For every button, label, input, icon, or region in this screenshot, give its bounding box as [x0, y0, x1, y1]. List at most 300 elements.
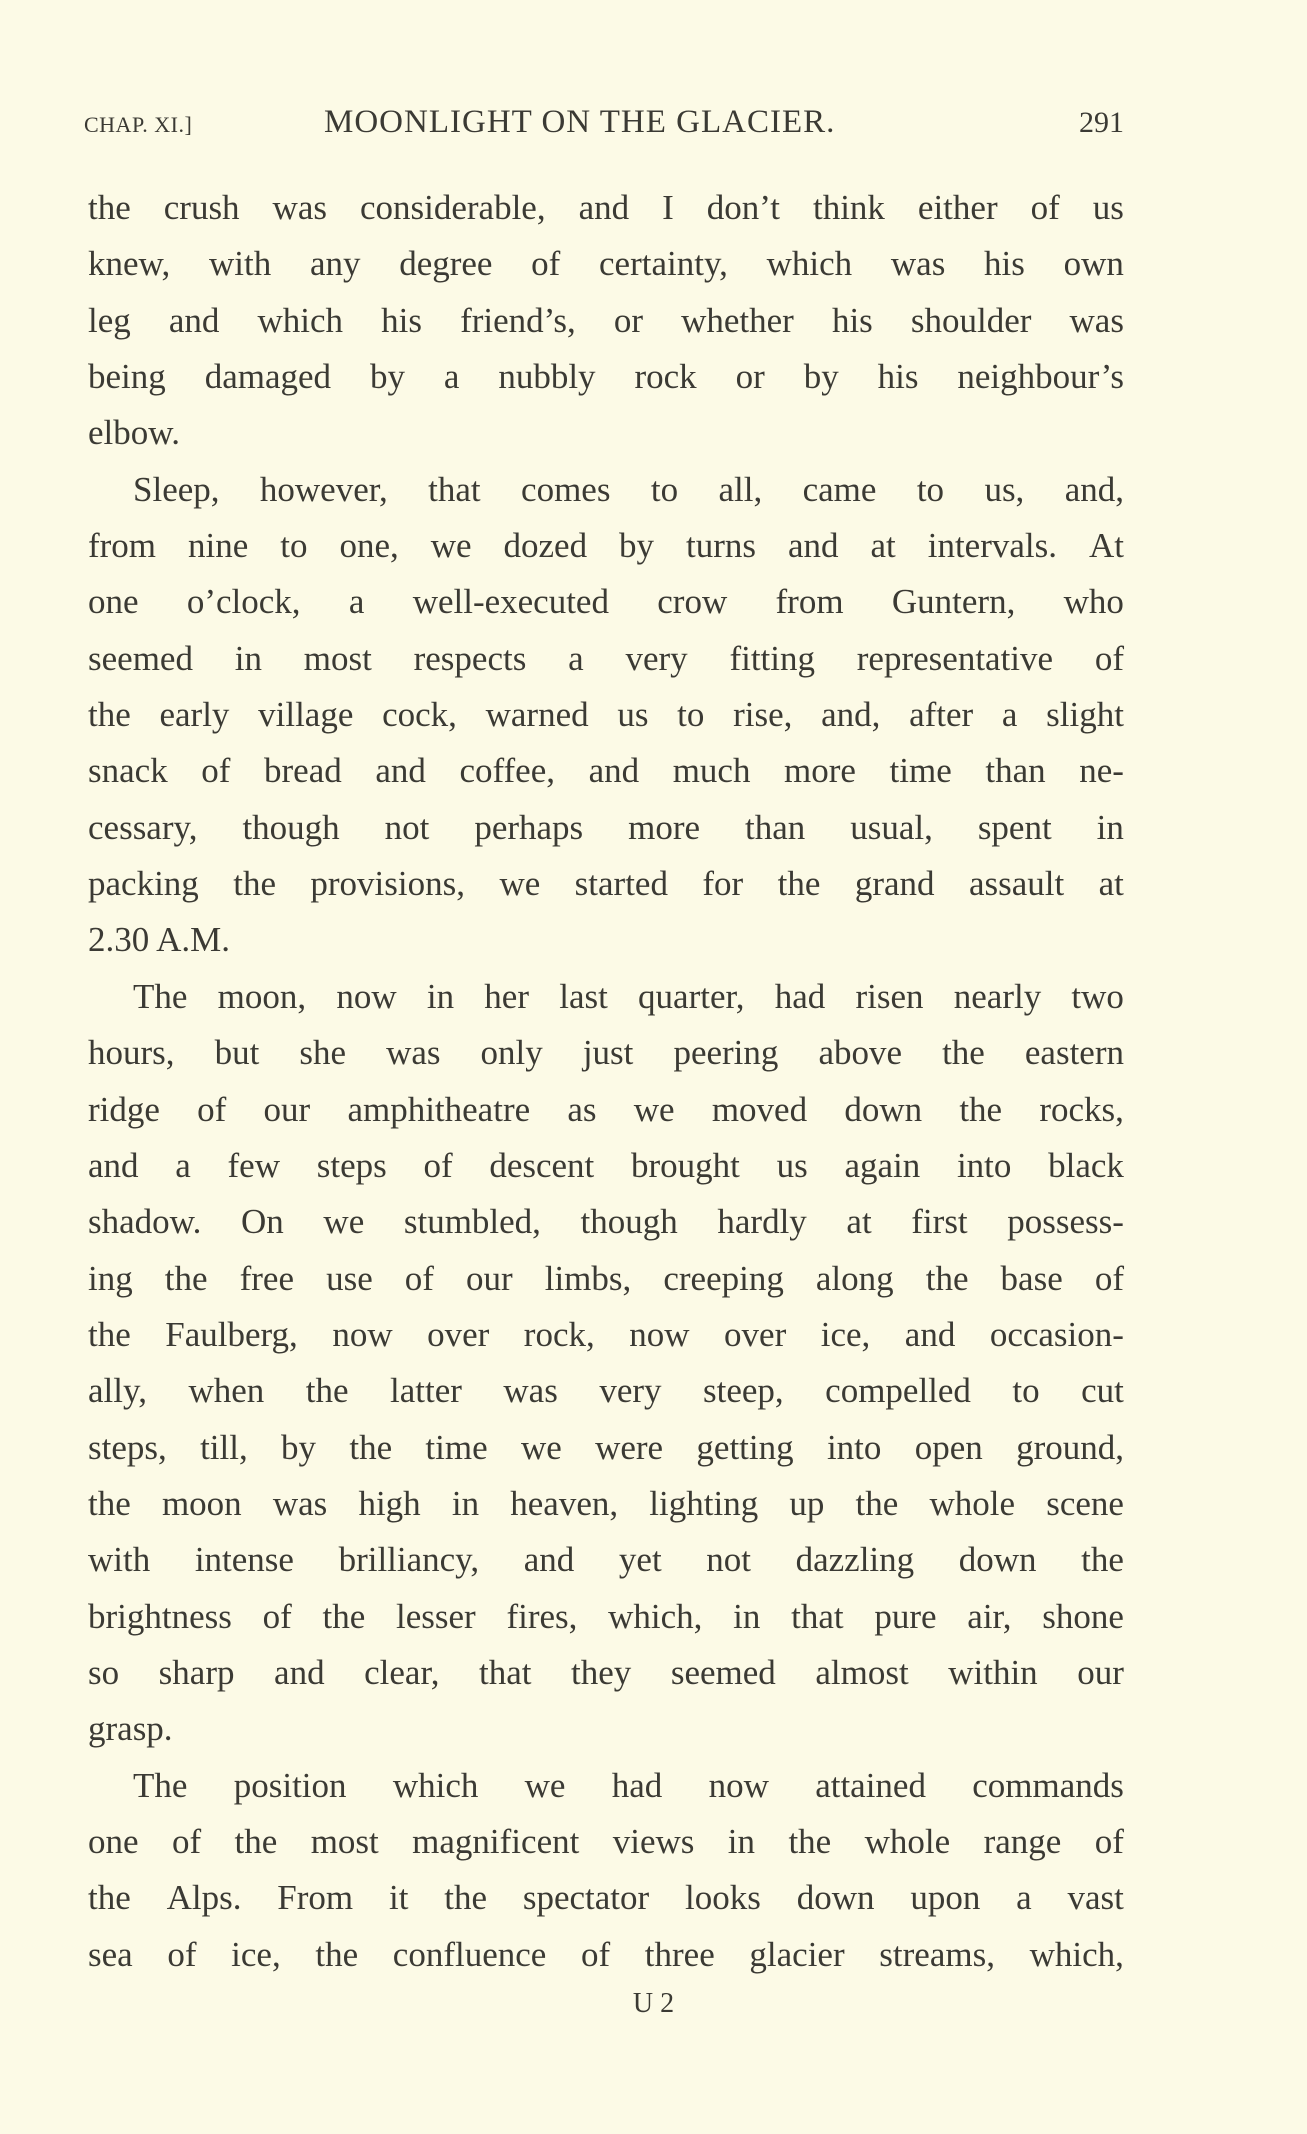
word: now — [336, 976, 397, 1016]
word: we — [499, 864, 541, 904]
word: intense — [194, 1540, 294, 1580]
word: which — [257, 300, 344, 340]
word: of — [201, 751, 231, 791]
word: our — [466, 1258, 513, 1298]
text-line — [88, 236, 1124, 292]
word: intervals. — [927, 526, 1058, 566]
word: into — [826, 1427, 882, 1467]
word: respects — [413, 638, 527, 678]
word: seemed — [670, 1652, 776, 1692]
word: packing — [88, 864, 199, 904]
text-line — [88, 1420, 1124, 1476]
word: was — [503, 1371, 558, 1411]
text-line — [88, 1082, 1124, 1138]
word: much — [672, 751, 751, 791]
text-line — [88, 462, 1124, 518]
word: ground, — [1016, 1427, 1124, 1467]
word: were — [595, 1427, 664, 1467]
word: steps, — [88, 1427, 167, 1467]
word: ridge — [88, 1089, 160, 1129]
word: representative — [856, 638, 1054, 678]
word: was — [386, 1033, 441, 1073]
word: leg — [88, 300, 131, 340]
text-line — [88, 1251, 1124, 1307]
word: that — [428, 469, 481, 509]
word: hardly — [717, 1202, 807, 1242]
word: assault — [968, 864, 1065, 904]
word: which, — [608, 1596, 703, 1636]
word: crow — [657, 582, 728, 622]
word: last — [559, 976, 608, 1016]
word: neighbour’s — [957, 357, 1124, 397]
word: From — [277, 1878, 354, 1918]
word: of — [423, 1145, 453, 1185]
word: air, — [967, 1596, 1012, 1636]
word: to — [677, 695, 705, 735]
text-line — [88, 574, 1124, 630]
word: snack — [88, 751, 168, 791]
word: rise, — [733, 695, 793, 735]
word: by — [369, 357, 405, 397]
word: brought — [630, 1145, 740, 1185]
word: nearly — [953, 976, 1042, 1016]
word: had — [774, 976, 826, 1016]
word: the — [942, 1033, 985, 1073]
paragraph — [88, 1758, 1124, 1983]
word: his — [831, 300, 873, 340]
word: not — [706, 1540, 751, 1580]
word: shoulder — [910, 300, 1032, 340]
word: own — [1063, 244, 1124, 284]
word: position — [233, 1765, 347, 1805]
word: was — [1069, 300, 1124, 340]
word: a — [1016, 1878, 1032, 1918]
word: few — [227, 1145, 280, 1185]
word: fires, — [506, 1596, 578, 1636]
word: for — [702, 864, 744, 904]
word: very — [599, 1371, 662, 1411]
word: in — [234, 638, 262, 678]
word: range — [983, 1821, 1062, 1861]
word: with — [209, 244, 272, 284]
word: eastern — [1024, 1033, 1124, 1073]
word: the — [1081, 1540, 1124, 1580]
word: started — [574, 864, 668, 904]
word: streams, — [879, 1934, 995, 1974]
word: crush — [163, 188, 240, 227]
word: limbs, — [544, 1258, 632, 1298]
word: magnificent — [412, 1821, 580, 1861]
word: ice, — [231, 1934, 281, 1974]
word: after — [909, 695, 974, 735]
word: a — [568, 638, 584, 678]
word: bread — [264, 751, 342, 791]
word: turns — [686, 526, 757, 566]
word: pure — [874, 1596, 937, 1636]
word: of — [531, 244, 561, 284]
word: comes — [521, 469, 611, 509]
word: three — [644, 1934, 715, 1974]
word: dozed — [503, 526, 588, 566]
word: cut — [1081, 1371, 1124, 1411]
word: confluence — [392, 1934, 547, 1974]
word: and — [787, 526, 839, 566]
text-line — [88, 969, 1124, 1025]
word: above — [818, 1033, 903, 1073]
word: her — [484, 976, 529, 1016]
word: sea — [88, 1934, 133, 1974]
text-line — [88, 1476, 1124, 1532]
word: shone — [1042, 1596, 1124, 1636]
word: steps — [316, 1145, 387, 1185]
word: and — [578, 188, 630, 227]
word: certainty, — [599, 244, 728, 284]
word: the — [959, 1089, 1003, 1129]
running-title: MOONLIGHT ON THE GLACIER. — [324, 104, 836, 140]
word: at — [870, 526, 896, 566]
word: we — [323, 1202, 365, 1242]
word: one — [88, 582, 139, 622]
word: two — [1071, 976, 1124, 1016]
word: to — [650, 469, 679, 509]
word: over — [724, 1314, 787, 1354]
word: the — [777, 864, 821, 904]
paragraph — [88, 462, 1124, 969]
text-line — [88, 518, 1124, 574]
word: more — [784, 751, 856, 791]
word: damaged — [204, 357, 332, 397]
word: stumbled, — [403, 1202, 541, 1242]
word: Faulberg, — [165, 1314, 298, 1354]
word: o’clock, — [186, 582, 301, 622]
word: steep, — [703, 1371, 784, 1411]
text-line — [88, 1194, 1124, 1250]
word: at — [1098, 864, 1124, 904]
word: whole — [864, 1821, 951, 1861]
word: clear, — [364, 1652, 440, 1692]
word: glacier — [749, 1934, 845, 1974]
word: seemed — [88, 638, 193, 678]
word: the — [164, 1258, 208, 1298]
word: nine — [188, 526, 249, 566]
word: grand — [854, 864, 935, 904]
word: descent — [489, 1145, 595, 1185]
running-header — [84, 104, 1124, 146]
word: most — [303, 638, 372, 678]
word: coffee, — [459, 751, 555, 791]
text-line: grasp. — [88, 1709, 173, 1749]
word: nubbly — [498, 357, 596, 397]
word: from — [775, 582, 844, 622]
word: till, — [200, 1427, 248, 1467]
word: the — [788, 1821, 832, 1861]
word: in — [733, 1596, 761, 1636]
word: not — [384, 807, 430, 847]
word: hours, — [88, 1033, 175, 1073]
word: all, — [718, 469, 763, 509]
word: time — [889, 751, 952, 791]
word: us — [1092, 188, 1124, 227]
word: or — [613, 300, 644, 340]
word: spent — [977, 807, 1052, 847]
word: most — [310, 1821, 379, 1861]
word: up — [789, 1483, 825, 1523]
word: ing — [88, 1258, 133, 1298]
word: provisions, — [310, 864, 466, 904]
word: us, — [984, 469, 1025, 509]
word: we — [430, 526, 472, 566]
word: well-executed — [412, 582, 609, 622]
word: of — [1094, 1821, 1124, 1861]
word: almost — [815, 1652, 909, 1692]
word: now — [708, 1765, 769, 1805]
text-line — [88, 1870, 1124, 1926]
text-line — [88, 856, 1124, 912]
word: open — [914, 1427, 983, 1467]
word: amphitheatre — [347, 1089, 531, 1129]
text-line — [88, 743, 1124, 799]
word: upon — [910, 1878, 981, 1918]
text-line: elbow. — [88, 413, 181, 453]
word: use — [326, 1258, 373, 1298]
word: quarter, — [638, 976, 745, 1016]
word: attained — [815, 1765, 926, 1805]
word: whether — [681, 300, 794, 340]
word: we — [520, 1427, 562, 1467]
word: getting — [696, 1427, 794, 1467]
word: occasion- — [989, 1314, 1124, 1354]
word: peering — [673, 1033, 779, 1073]
body-text — [88, 180, 1124, 1983]
word: the — [305, 1371, 349, 1411]
word: in — [426, 976, 455, 1016]
word: more — [628, 807, 701, 847]
word: yet — [618, 1540, 662, 1580]
word: a — [175, 1145, 191, 1185]
text-line — [88, 687, 1124, 743]
word: than — [985, 751, 1046, 791]
word: his — [877, 357, 919, 397]
word: the — [855, 1483, 899, 1523]
word: the — [234, 1821, 278, 1861]
word: The — [133, 1765, 188, 1805]
word: rock — [634, 357, 697, 397]
word: just — [582, 1033, 634, 1073]
word: ally, — [88, 1371, 147, 1411]
word: was — [272, 188, 327, 227]
word: of — [1094, 638, 1124, 678]
word: which — [392, 1765, 479, 1805]
word: cessary, — [88, 807, 198, 847]
word: whole — [929, 1483, 1016, 1523]
word: his — [381, 300, 422, 340]
word: lighting — [649, 1483, 759, 1523]
word: of — [404, 1258, 434, 1298]
word: our — [263, 1089, 311, 1129]
word: one, — [339, 526, 399, 566]
word: than — [745, 807, 806, 847]
text-line — [88, 1927, 1124, 1983]
word: was — [272, 1483, 328, 1523]
word: risen — [855, 976, 924, 1016]
word: the — [322, 1596, 366, 1636]
word: of — [1030, 188, 1060, 227]
word: one — [88, 1821, 139, 1861]
word: of — [1094, 1258, 1124, 1298]
text-line — [88, 1645, 1124, 1701]
word: early — [159, 695, 230, 735]
word: it — [388, 1878, 409, 1918]
word: think — [812, 188, 885, 227]
word: dazzling — [795, 1540, 915, 1580]
word: warned — [485, 695, 589, 735]
word: moon — [161, 1483, 242, 1523]
word: the — [88, 1314, 131, 1354]
word: creeping — [663, 1258, 784, 1298]
word: cock, — [382, 695, 457, 735]
word: of — [580, 1934, 611, 1974]
word: she — [299, 1033, 347, 1073]
word: again — [844, 1145, 921, 1185]
signature-mark: U 2 — [632, 1988, 675, 2019]
word: which — [766, 244, 853, 284]
word: a — [348, 582, 365, 622]
word: either — [917, 188, 998, 227]
word: being — [88, 357, 166, 397]
word: but — [214, 1033, 260, 1073]
word: moved — [711, 1089, 808, 1129]
word: down — [958, 1540, 1037, 1580]
word: a — [443, 357, 460, 397]
word: and — [904, 1314, 956, 1354]
word: though — [580, 1202, 678, 1242]
word: the — [925, 1258, 969, 1298]
word: of — [171, 1821, 202, 1861]
word: and — [274, 1652, 325, 1692]
word: Sleep, — [133, 469, 220, 509]
text-line — [88, 180, 1124, 236]
word: in — [727, 1821, 756, 1861]
text-line — [88, 1814, 1124, 1870]
word: lesser — [396, 1596, 476, 1636]
text-line — [88, 1758, 1124, 1814]
word: sharp — [158, 1652, 235, 1692]
word: we — [633, 1089, 675, 1129]
word: shadow. — [88, 1202, 202, 1242]
word: the — [88, 1483, 131, 1523]
word: and — [588, 751, 640, 791]
word: into — [956, 1145, 1012, 1185]
word: and, — [1064, 469, 1124, 509]
word: of — [262, 1596, 292, 1636]
text-line — [88, 1138, 1124, 1194]
word: On — [241, 1202, 284, 1242]
word: so — [88, 1652, 120, 1692]
word: the — [88, 188, 131, 227]
word: friend’s, — [460, 300, 576, 340]
word: along — [815, 1258, 894, 1298]
word: came — [802, 469, 877, 509]
word: Alps. — [166, 1878, 242, 1918]
word: spectator — [522, 1878, 650, 1918]
word: our — [1077, 1652, 1124, 1692]
word: by — [281, 1427, 317, 1467]
word: in — [451, 1483, 480, 1523]
word: ne- — [1079, 751, 1124, 791]
word: black — [1048, 1145, 1124, 1185]
word: though — [242, 807, 340, 847]
word: us — [617, 695, 649, 735]
word: I — [662, 188, 674, 227]
word: and — [168, 300, 220, 340]
word: considerable, — [359, 188, 546, 227]
word: ice, — [820, 1314, 871, 1354]
chapter-label: CHAP. XI.] — [84, 112, 193, 137]
word: don’t — [706, 188, 780, 227]
paragraph — [88, 180, 1124, 462]
word: down — [796, 1878, 875, 1918]
word: and — [88, 1145, 139, 1185]
word: moon, — [217, 976, 307, 1016]
page-number: 291 — [1079, 106, 1124, 139]
word: now — [332, 1314, 393, 1354]
word: and, — [821, 695, 881, 735]
word: the — [88, 1878, 131, 1918]
word: vast — [1067, 1878, 1124, 1918]
word: the — [315, 1934, 359, 1974]
word: from — [88, 526, 157, 566]
word: latter — [390, 1371, 462, 1411]
word: down — [844, 1089, 923, 1129]
word: knew, — [88, 244, 171, 284]
word: when — [188, 1371, 265, 1411]
word: in — [1096, 807, 1124, 847]
word: Guntern, — [891, 582, 1016, 622]
word: within — [948, 1652, 1038, 1692]
word: The — [133, 976, 188, 1016]
word: of — [167, 1934, 197, 1974]
text-line — [88, 293, 1124, 349]
word: the — [349, 1427, 393, 1467]
word: possess- — [1007, 1202, 1124, 1242]
word: by — [803, 357, 839, 397]
word: heaven, — [510, 1483, 619, 1523]
word: us — [776, 1145, 808, 1185]
word: rock, — [523, 1314, 595, 1354]
word: and — [523, 1540, 575, 1580]
word: or — [735, 357, 765, 397]
text-line: 2.30 A.M. — [88, 920, 230, 960]
word: slight — [1046, 695, 1124, 735]
word: looks — [685, 1878, 761, 1918]
word: degree — [399, 244, 493, 284]
word: had — [611, 1765, 663, 1805]
text-line — [88, 1363, 1124, 1419]
word: however, — [259, 469, 388, 509]
word: which, — [1029, 1934, 1124, 1974]
word: his — [984, 244, 1025, 284]
word: we — [524, 1765, 566, 1805]
word: to — [916, 469, 945, 509]
word: a — [1001, 695, 1018, 735]
word: at — [846, 1202, 872, 1242]
word: over — [427, 1314, 490, 1354]
word: commands — [972, 1765, 1124, 1805]
word: perhaps — [474, 807, 584, 847]
word: very — [625, 638, 688, 678]
word: by — [619, 526, 655, 566]
word: brightness — [88, 1596, 232, 1636]
